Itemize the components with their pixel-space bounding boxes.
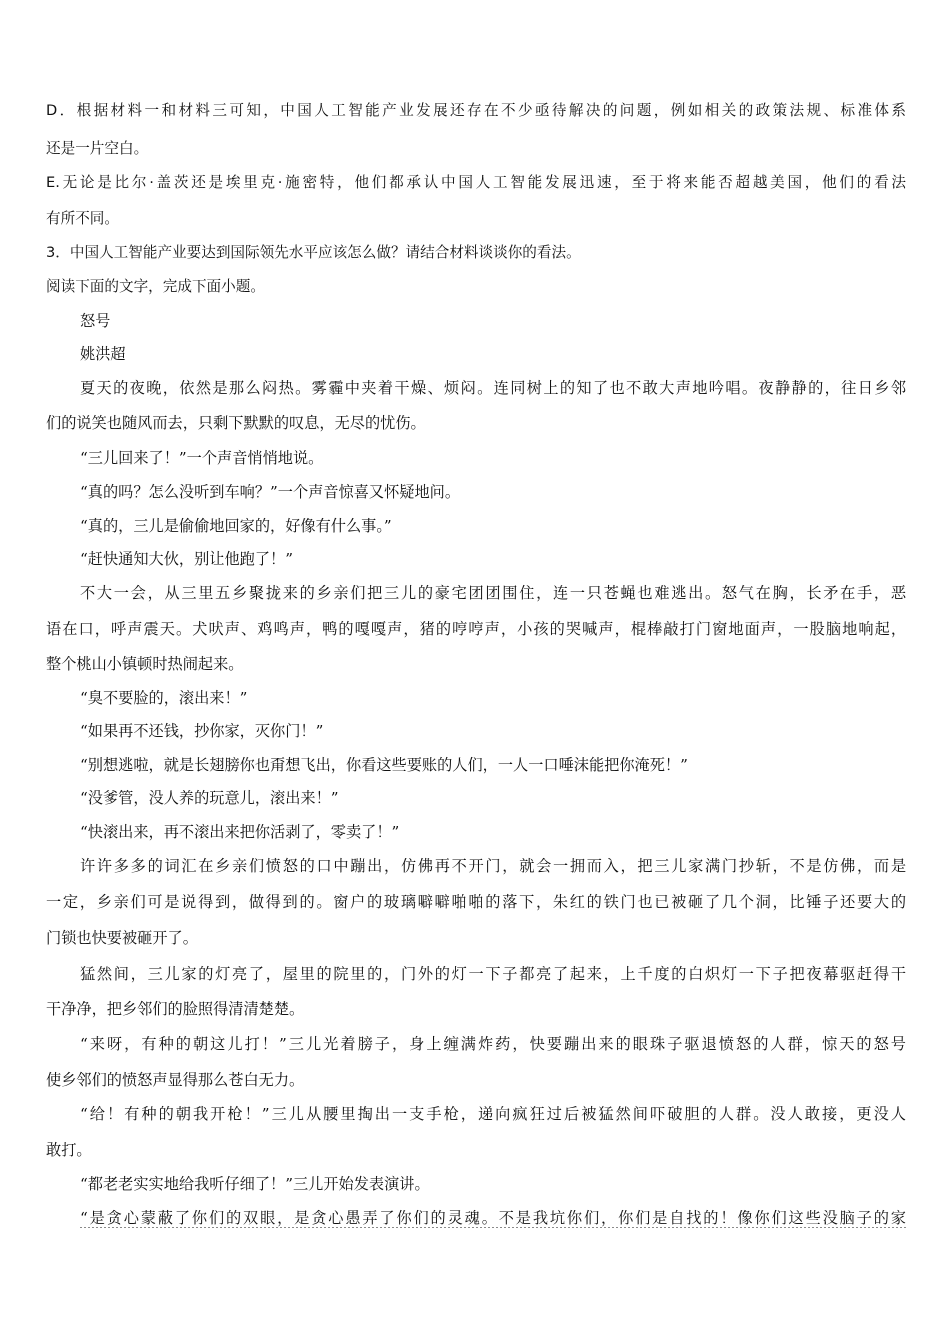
story-paragraph-line: “三儿回来了！”一个声音悄悄地说。: [80, 449, 324, 467]
story-paragraph-line: 们的说笑也随风而去，只剩下默默的叹息，无尽的忧伤。: [46, 414, 426, 432]
story-paragraph-line: 许许多多的词汇在乡亲们愤怒的口中蹦出，仿佛再不开门，就会一拥而入，把三儿家满门抄斩，不是仿佛，而是: [80, 857, 906, 875]
story-paragraph-line: “臭不要脸的，滚出来！”: [80, 689, 248, 707]
story-paragraph-line: “别想逃啦，就是长翅膀你也甭想飞出，你看这些要账的人们，一人一口唾沫能把你淹死！”: [80, 756, 688, 774]
reading-instruction: 阅读下面的文字，完成下面小题。: [46, 278, 265, 295]
story-paragraph-line: “赶快通知大伙，别让他跑了！”: [80, 550, 293, 568]
story-paragraph-line: 敢打。: [46, 1141, 92, 1159]
story-paragraph-line: “没爹管，没人养的玩意儿，滚出来！”: [80, 789, 339, 807]
story-paragraph-line: “如果再不还钱，抄你家，灭你门！”: [80, 722, 324, 740]
option-d-line2: 还是一片空白。: [46, 140, 149, 157]
story-paragraph-line: “快滚出来，再不滚出来把你活剥了，零卖了！”: [80, 823, 400, 841]
story-paragraph-line: 整个桃山小镇顿时热闹起来。: [46, 655, 244, 673]
story-paragraph-line: “是贪心蒙蔽了你们的双眼，是贪心愚弄了你们的灵魂。不是我坑你们，你们是自找的！像你们这些没脑子的家: [80, 1209, 906, 1227]
story-paragraph-line: 使乡邻们的愤怒声显得那么苍白无力。: [46, 1071, 305, 1089]
story-paragraph-line: “来呀，有种的朝这儿打！”三儿光着膀子，身上缠满炸药，快要蹦出来的眼珠子驱退愤怒的人群，惊天的怒号: [80, 1035, 906, 1053]
story-paragraph-line: “真的，三儿是偷偷地回家的，好像有什么事。”: [80, 517, 392, 535]
story-paragraph-line: 不大一会，从三里五乡聚拢来的乡亲们把三儿的豪宅团团围住，连一只苍蝇也难逃出。怒气在胸，长矛在手，恶: [80, 584, 906, 602]
story-paragraph-line: “给！有种的朝我开枪！”三儿从腰里掏出一支手枪，递向疯狂过后被猛然间吓破胆的人群。没人敢接，更没人: [80, 1105, 906, 1123]
story-paragraph-line: 一定，乡亲们可是说得到，做得到的。窗户的玻璃噼噼啪啪的落下，朱红的铁门也已被砸了几个洞，比锤子还要大的: [46, 893, 906, 911]
option-e-line1: E.无论是比尔·盖茨还是埃里克·施密特，他们都承认中国人工智能发展迅速，至于将来能否超越美国，他们的看法: [46, 174, 906, 191]
story-paragraph-line: 猛然间，三儿家的灯亮了，屋里的院里的，门外的灯一下子都亮了起来，上千度的白炽灯一下子把夜幕驱赶得干: [80, 965, 906, 983]
story-title: 怒号: [80, 312, 111, 330]
story-author: 姚洪超: [80, 345, 126, 363]
question-3: 3．中国人工智能产业要达到国际领先水平应该怎么做？请结合材料谈谈你的看法。: [46, 244, 581, 261]
story-paragraph-line: “都老老实实地给我听仔细了！”三儿开始发表演讲。: [80, 1175, 430, 1193]
option-d-line1: D．根据材料一和材料三可知，中国人工智能产业发展还存在不少亟待解决的问题，例如相关的政策法规、标准体系: [46, 102, 906, 119]
story-paragraph-line: 门锁也快要被砸开了。: [46, 929, 198, 947]
story-paragraph-line: 夏天的夜晚，依然是那么闷热。雾霾中夹着干燥、烦闷。连同树上的知了也不敢大声地吟唱。夜静静的，往日乡邻: [80, 379, 906, 397]
story-paragraph-line: 干净净，把乡邻们的脸照得清清楚楚。: [46, 1000, 305, 1018]
option-e-line2: 有所不同。: [46, 210, 119, 227]
story-paragraph-line: 语在口，呼声震天。犬吠声、鸡鸣声，鸭的嘎嘎声，猪的哼哼声，小孩的哭喊声，棍棒敲打门窗地面声，一股脑地响起，: [46, 620, 906, 638]
story-paragraph-line: “真的吗？怎么没听到车响？”一个声音惊喜又怀疑地问。: [80, 483, 461, 501]
